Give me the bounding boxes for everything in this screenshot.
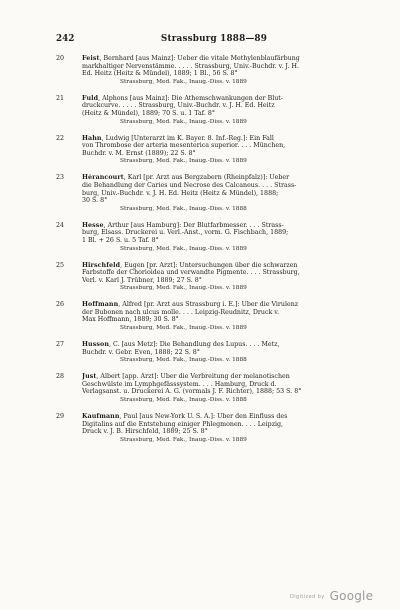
citation-line: die Behandlung der Caries und Necrose des Calcaneus. . . . Strass- bbox=[82, 181, 297, 189]
author-surname: Just bbox=[82, 373, 97, 381]
citation-line: Buchdr. v. M. Ernst (1889); 22 S. 8° bbox=[82, 149, 196, 157]
citation-line: Verlagsanst. u. Druckerei A. G. (vormals J. F. Richter), 1888; 53 S. 8° bbox=[82, 388, 302, 396]
citation-line: Max Hoffmann, 1889; 30 S. 8° bbox=[82, 316, 179, 324]
entry-citation bbox=[82, 373, 374, 404]
author-surname: Feist bbox=[82, 55, 100, 62]
page-header bbox=[56, 34, 372, 48]
entry-citation bbox=[82, 135, 374, 166]
citation-line: Hirschfeld, Eugen [pr. Arzt]: Untersuchungen über die schwarzen bbox=[82, 261, 298, 269]
citation-line: Fuld, Alphons [aus Mainz]: Die Athemschwankungen der Blut- bbox=[82, 94, 283, 102]
author-surname: Husson bbox=[82, 341, 109, 349]
entry-faculty-note: Strassburg, Med. Fak., Inaug.-Diss. v. 1889 bbox=[120, 285, 247, 292]
citation-line: Hesse, Arthur [aus Hamburg]: Der Blutfarbmesser. . . . Strass- bbox=[82, 221, 284, 229]
citation-line: markhaltiger Nervenstämme. . . . . Strassburg, Univ.-Buchdr. v. J. H. bbox=[82, 62, 299, 70]
google-watermark bbox=[290, 585, 373, 604]
entry-number: 27 bbox=[56, 341, 65, 349]
citation-line: (Heitz & Mündel), 1889; 70 S. u. 1 Taf. 8° bbox=[82, 109, 215, 117]
bibliography-entry bbox=[56, 174, 374, 212]
author-surname: Hoffmann bbox=[82, 301, 119, 309]
entry-faculty-note: Strassburg, Med. Fak., Inaug.-Diss. v. 1889 bbox=[120, 118, 247, 125]
entry-number: 25 bbox=[56, 261, 65, 269]
citation-line: Farbstoffe der Chorioidea und verwandte Pigmente. . . . Strassburg, bbox=[82, 269, 300, 277]
author-surname: Hesse bbox=[82, 221, 104, 229]
entry-number: 26 bbox=[56, 301, 65, 309]
bibliography-entry bbox=[56, 301, 374, 332]
page-number: 242 bbox=[56, 34, 75, 44]
citation-line: Ed. Heitz (Heitz & Mündel), 1889; 1 Bl., 56 S. 8° bbox=[82, 70, 238, 78]
bibliography-entry bbox=[56, 135, 374, 166]
citation-line: Druck v. J. B. Hirschfeld, 1889; 25 S. 8° bbox=[82, 428, 208, 436]
citation-line: 30 S. 8° bbox=[82, 197, 108, 205]
citation-line: Hérancourt, Karl [pr. Arzt aus Bergzabern (Rheinpfalz)]: Ueber bbox=[82, 174, 290, 182]
entry-number: 29 bbox=[56, 413, 65, 421]
entry-faculty-note: Strassburg, Med. Fak., Inaug.-Diss. v. 1888 bbox=[120, 397, 247, 404]
citation-line: 1 Bl. + 26 S. u. 5 Taf. 8° bbox=[82, 236, 159, 244]
entry-citation bbox=[82, 174, 374, 212]
citation-line: druckcurve. . . . . Strassburg, Univ.-Buchdr. v. J. H. Ed. Heitz bbox=[82, 102, 275, 110]
citation-line: Husson, C. [aus Metz]: Die Behandlung des Lupus. . . . Metz, bbox=[82, 341, 280, 349]
bibliography-entry bbox=[56, 413, 374, 444]
citation-line: Geschwülste im Lymphgefässsystem. . . . Hamburg, Druck d. bbox=[82, 380, 277, 388]
entry-number: 20 bbox=[56, 55, 65, 62]
entry-citation bbox=[82, 413, 374, 444]
entry-faculty-note: Strassburg, Med. Fak., Inaug.-Diss. v. 1889 bbox=[120, 158, 247, 165]
entry-faculty-note: Strassburg, Med. Fak., Inaug.-Diss. v. 1888 bbox=[120, 205, 247, 212]
entry-citation bbox=[82, 341, 374, 364]
author-surname: Hérancourt bbox=[82, 174, 124, 182]
entry-number: 22 bbox=[56, 134, 65, 142]
entry-number: 21 bbox=[56, 94, 65, 102]
running-title: Strassburg 1888—89 bbox=[160, 34, 268, 44]
entry-number: 24 bbox=[56, 221, 65, 229]
entry-faculty-note: Strassburg, Med. Fak., Inaug.-Diss. v. 1889 bbox=[120, 78, 247, 85]
citation-line: der Bubonen nach ulcus molle. . . . Leipzig-Reudnitz, Druck v. bbox=[82, 308, 280, 316]
entry-faculty-note: Strassburg, Med. Fak., Inaug.-Diss. v. 1889 bbox=[120, 325, 247, 332]
entry-citation bbox=[82, 55, 374, 86]
bibliography-entry bbox=[56, 262, 374, 293]
citation-line: burg, Univ.-Buchdr. v. J. H. Ed. Heitz (Heitz & Mündel), 1888; bbox=[82, 189, 279, 197]
bibliography-entry bbox=[56, 373, 374, 404]
bibliography-entry bbox=[56, 341, 374, 364]
author-surname: Kaufmann bbox=[82, 413, 120, 421]
citation-line: burg, Elsass. Druckerei u. Verl.-Anst., vorm. G. Fischbach, 1889; bbox=[82, 229, 289, 237]
citation-line: Hoffmann, Alfred [pr. Arzt aus Strassburg i. E.]: Über die Virulenz bbox=[82, 301, 299, 309]
citation-line: Verl. v. Karl J. Trübner, 1889; 27 S. 8° bbox=[82, 276, 202, 284]
entry-faculty-note: Strassburg, Med. Fak., Inaug.-Diss. v. 1889 bbox=[120, 436, 247, 443]
entry-number: 23 bbox=[56, 174, 65, 182]
entry-faculty-note: Strassburg, Med. Fak., Inaug.-Diss. v. 1889 bbox=[120, 245, 247, 252]
entry-citation bbox=[82, 262, 374, 293]
watermark-brand: Google bbox=[329, 589, 374, 603]
citation-line: von Thrombose der arteria mesenterica superior. . . . München, bbox=[82, 142, 286, 150]
entry-number: 28 bbox=[56, 373, 65, 381]
entry-faculty-note: Strassburg, Med. Fak., Inaug.-Diss. v. 1888 bbox=[120, 357, 247, 364]
bibliography-entry bbox=[56, 55, 374, 86]
author-surname: Hahn bbox=[82, 134, 102, 142]
bibliography-entry bbox=[56, 95, 374, 126]
author-surname: Fuld bbox=[82, 94, 99, 102]
entry-citation bbox=[82, 301, 374, 332]
dissertation-list bbox=[56, 55, 374, 453]
entry-citation bbox=[82, 222, 374, 253]
author-surname: Hirschfeld bbox=[82, 261, 121, 269]
citation-line: Kaufmann, Paul [aus New-York U. S. A.]: Über den Einfluss des bbox=[82, 413, 288, 421]
entry-citation bbox=[82, 95, 374, 126]
citation-line: Buchdr. v. Gebr. Even, 1888; 22 S. 8° bbox=[82, 348, 200, 356]
bibliography-entry bbox=[56, 222, 374, 253]
citation-line: Feist, Bernhard [aus Mainz]: Ueber die vitale Methylenblaufärbung bbox=[82, 55, 300, 62]
citation-line: Just, Albert [app. Arzt]: Über die Verbreitung der melanotischen bbox=[82, 373, 290, 381]
citation-line: Digitalins auf die Entstehung einiger Phlegmonen. . . . Leipzig, bbox=[82, 420, 284, 428]
watermark-digitized-by: Digitized by bbox=[290, 594, 325, 600]
citation-line: Hahn, Ludwig [Unterarzt im K. Bayer. 8. Inf.-Reg.]: Ein Fall bbox=[82, 134, 274, 142]
